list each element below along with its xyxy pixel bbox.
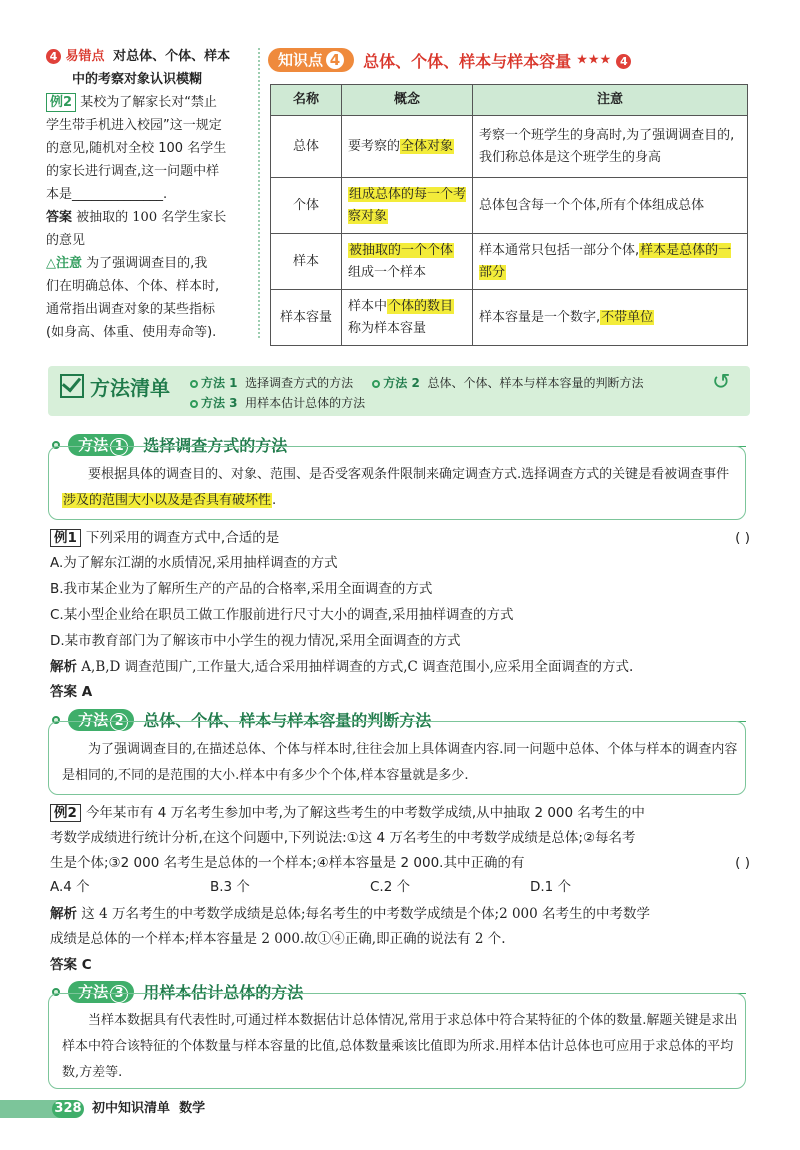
mistake-number-badge: 4	[46, 49, 61, 64]
answer-blank: ______________	[72, 187, 164, 202]
mistake-title-line2: 中的考察对象认识模糊	[72, 72, 203, 87]
column-header: 注意	[473, 85, 748, 116]
method2-text: 为了强调调查目的,在描述总体、个体与样本时,往往会加上具体调查内容.同一问题中总体、个体与样本的调查内容是相同的,不同的是范围的大小.样本中有多少个个体,样本容量就是多少.	[62, 742, 738, 783]
method-pill: 方法 3	[68, 981, 134, 1003]
footer-title: 初中知识清单 数学	[92, 1101, 206, 1116]
period: .	[163, 187, 168, 202]
table-row	[271, 178, 748, 234]
question-line: 本是	[46, 187, 73, 202]
method-pill: 方法 1	[68, 434, 134, 456]
cell-name: 样本	[271, 234, 342, 290]
cell-concept: 要考察的全体对象	[342, 116, 473, 178]
method-list-item: 方法 2 总体、个体、样本与样本容量的判断方法	[372, 376, 643, 390]
star-rating: ★★★	[576, 52, 612, 68]
note-line: 为了强调调查目的,我	[86, 256, 208, 271]
method3-title: 用样本估计总体的方法	[143, 983, 304, 1002]
page-number: 328	[52, 1100, 84, 1118]
example2-answer: 答案 C	[50, 957, 92, 973]
answer-label: 答案	[46, 210, 73, 225]
question-line: 的家长进行调查,这一问题中样	[46, 164, 220, 179]
checkbox-icon	[60, 374, 84, 398]
option: C.某小型企业给在职员工做工作服前进行尺寸大小的调查,采用抽样调查的方式	[50, 607, 514, 623]
example2-question: 例2 今年某市有 4 万名考生参加中考,为了解这些考生的中考数学成绩,从中抽取 2 000 名考生的中 考数学成绩进行统计分析,在这个问题中,下列说法:①这 4 万名考生的中考数学成绩是总体;②每名考 生是个体;③2 000 名考生是总体的一个样本;④样本容量是 2 000.其中正确的有 ( )	[50, 801, 750, 876]
cell-name: 个体	[271, 178, 342, 234]
table-row	[271, 234, 748, 290]
footer-bar	[0, 1100, 60, 1118]
cell-concept: 被抽取的一个个体组成一个样本	[342, 234, 473, 290]
example2-options	[50, 876, 750, 898]
knowledge-point-title: 总体、个体、样本与样本容量	[363, 51, 572, 71]
methods-banner-title: 方法清单	[60, 372, 170, 401]
method3-text: 当样本数据具有代表性时,可通过样本数据估计总体情况,常用于求总体中符合某特征的个体的数量.解题关键是求出样本中符合该特征的个体数量与样本容量的比值,总体数量乘该比值即为所求.用样本估计总体也可应用于求总体的平均数,方差等.	[62, 1013, 738, 1080]
method2-title: 总体、个体、样本与样本容量的判断方法	[143, 711, 432, 730]
table-row	[271, 116, 748, 178]
table-header-row	[271, 85, 748, 116]
example2-analysis: 解析 这 4 万名考生的中考数学成绩是总体;每名考生的中考数学成绩是个体;2 000 名考生的中考数学 成绩是总体的一个样本;样本容量是 2 000.故①④正确,即正确的说法有 2 个.	[50, 906, 651, 947]
option: A.4 个	[50, 879, 90, 895]
cell-note: 考察一个班学生的身高时,为了强调调查目的,我们称总体是这个班学生的身高	[473, 116, 748, 178]
note-label: △注意	[46, 256, 83, 271]
cell-concept: 组成总体的每一个考察对象	[342, 178, 473, 234]
example1-question: 例1 下列采用的调查方式中,合适的是 ( )	[50, 527, 750, 549]
sidebar-common-mistake	[46, 45, 252, 344]
cell-name: 样本容量	[271, 290, 342, 346]
cell-note: 样本容量是一个数字,不带单位	[473, 290, 748, 346]
question-line: 某校为了解家长对“禁止	[80, 95, 217, 110]
method1-text: 要根据具体的调查目的、对象、范围、是否受客观条件限制来确定调查方式.选择调查方式的关键是看被调查事件涉及的范围大小以及是否具有破坏性.	[63, 467, 730, 508]
mistake-tag: 易错点	[65, 49, 105, 64]
example-label: 例2	[46, 93, 76, 112]
knowledge-point-tag: 知识点 4	[268, 48, 354, 72]
methods-list	[190, 373, 643, 413]
note-line: 通常指出调查对象的某些指标	[46, 302, 216, 317]
example-label: 例2	[50, 804, 81, 822]
cell-concept: 样本中个体的数目称为样本容量	[342, 290, 473, 346]
note-line: (如身高、体重、使用寿命等).	[46, 325, 217, 340]
cell-name: 总体	[271, 116, 342, 178]
example1-analysis: 解析 A,B,D 调查范围广,工作量大,适合采用抽样调查的方式,C 调查范围小,应采用全面调查的方式.	[50, 659, 634, 675]
option: D.某市教育部门为了解该市中小学生的视力情况,采用全面调查的方式	[50, 633, 461, 649]
column-header: 概念	[342, 85, 473, 116]
note-line: 们在明确总体、个体、样本时,	[46, 279, 220, 294]
example-label: 例1	[50, 529, 81, 547]
concept-table	[270, 84, 748, 346]
option: A.为了解东江湖的水质情况,采用抽样调查的方式	[50, 555, 338, 571]
question-line: 学生带手机进入校园”这一规定	[46, 118, 222, 133]
answer-paren: ( )	[735, 530, 750, 546]
option: B.我市某企业为了解所生产的产品的合格率,采用全面调查的方式	[50, 581, 433, 597]
answer-paren: ( )	[735, 855, 750, 871]
answer-text: 被抽取的 100 名学生家长	[76, 210, 227, 225]
method-list-item: 方法 3 用样本估计总体的方法	[190, 396, 365, 410]
question-line: 的意见,随机对全校 100 名学生	[46, 141, 227, 156]
knowledge-point-header	[268, 48, 748, 74]
cell-note: 总体包含每一个个体,所有个体组成总体	[473, 178, 748, 234]
method-list-item: 方法 1 选择调查方式的方法	[190, 376, 353, 390]
swirl-icon: ↺	[712, 370, 731, 395]
answer-text: 的意见	[46, 233, 86, 248]
mistake-title-line1: 对总体、个体、样本	[113, 49, 231, 64]
table-row	[271, 290, 748, 346]
cell-note: 样本通常只包括一部分个体,样本是总体的一部分	[473, 234, 748, 290]
option: B.3 个	[210, 879, 250, 895]
method-pill: 方法 2	[68, 709, 134, 731]
option: D.1 个	[530, 879, 572, 895]
example1-answer: 答案 A	[50, 684, 93, 700]
method1-title: 选择调查方式的方法	[143, 436, 288, 455]
column-divider	[258, 48, 260, 338]
star-badge: 4	[616, 54, 631, 69]
option: C.2 个	[370, 879, 411, 895]
column-header: 名称	[271, 85, 342, 116]
